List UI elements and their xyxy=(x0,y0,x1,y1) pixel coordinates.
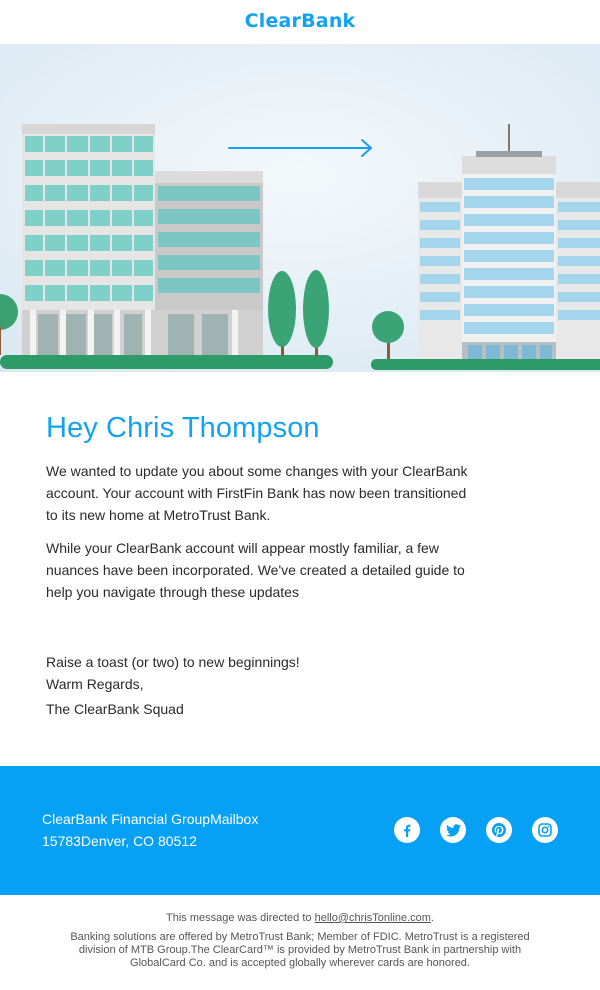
warm-regards: Warm Regards, xyxy=(46,676,144,692)
greeting-heading: Hey Chris Thompson xyxy=(46,412,320,444)
closing-line: Raise a toast (or two) to new beginnings! xyxy=(46,654,300,670)
footer-band xyxy=(0,766,600,895)
address-line-2: 15783Denver, CO 80512 xyxy=(42,833,197,849)
legal-footer xyxy=(60,912,540,970)
directed-suffix: . xyxy=(430,912,434,924)
intro-paragraph: We wanted to update you about some changes with your ClearBank account. Your account with FirstFin Bank has now been transitioned to its new home at MetroTrust Bank. xyxy=(46,463,468,523)
signoff-block xyxy=(46,651,476,720)
hero-illustration xyxy=(0,44,600,372)
brand-logo[interactable]: ClearBank xyxy=(244,10,356,32)
twitter-icon[interactable] xyxy=(440,817,466,843)
buildings-transition-illustration xyxy=(0,44,600,372)
email-body xyxy=(46,410,476,720)
signature: The ClearBank Squad xyxy=(46,701,184,717)
guide-paragraph: While your ClearBank account will appear mostly familiar, a few nuances have been incorporated. We've created a detailed guide to help you navigate through these updates xyxy=(46,540,465,600)
legal-disclaimer: Banking solutions are offered by MetroTrust Bank; Member of FDIC. MetroTrust is a registered division of MTB Group.The ClearCard™ is provided by MetroTrust Bank in partnership with GlobalCard Co. and is accepted globally wherever cards are honored. xyxy=(70,931,530,969)
footer-address xyxy=(42,808,302,852)
pinterest-icon[interactable] xyxy=(486,817,512,843)
directed-prefix: This message was directed to xyxy=(166,912,315,924)
social-links xyxy=(394,817,558,843)
email-header xyxy=(0,0,600,44)
facebook-icon[interactable] xyxy=(394,817,420,843)
address-line-1: ClearBank Financial GroupMailbox xyxy=(42,811,259,827)
directed-to-line xyxy=(60,912,540,925)
instagram-icon[interactable] xyxy=(532,817,558,843)
right-ground xyxy=(371,359,600,370)
left-ground xyxy=(0,355,333,369)
recipient-email-link[interactable]: hello@chrisTonline.com xyxy=(314,912,431,924)
